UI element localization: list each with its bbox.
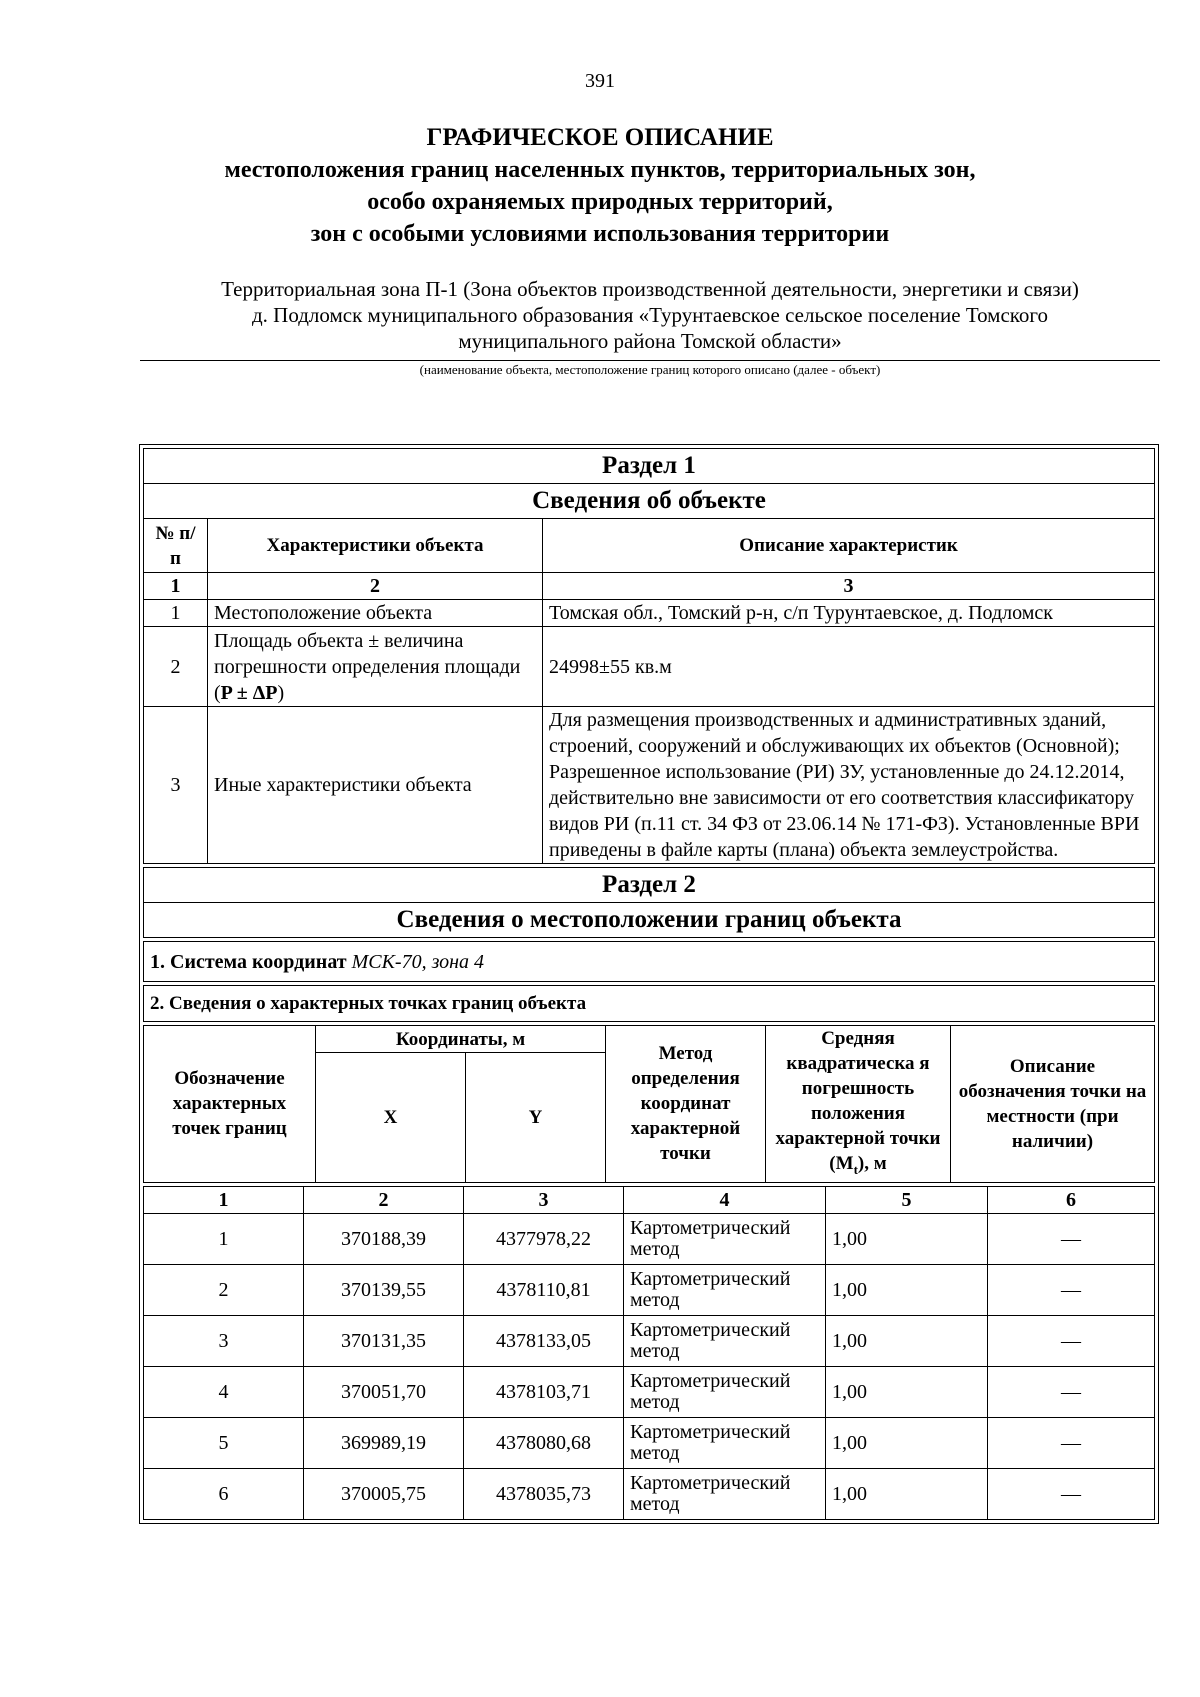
table-row — [144, 1366, 1155, 1417]
page-number: 391 — [585, 70, 615, 92]
object-line-3: муниципального района Томской области» — [458, 329, 842, 353]
point-error: 1,00 — [826, 1468, 988, 1519]
row-value: Для размещения производственных и административных зданий, строений, сооружений и обслуживающих их объектов (Основной); Разрешенное использование (РИ) ЗУ, установленные до 24.12.2014, действительно вне зависимости от его соответствия классификатору видов РИ (п.11 ст. 34 ФЗ от 23.06.14 № 171-ФЗ). Установленные ВРИ приведены в файле карты (плана) объекта землеустройства. — [543, 707, 1155, 864]
point-error: 1,00 — [826, 1315, 988, 1366]
section-1-subtitle: Сведения об объекте — [144, 484, 1155, 519]
points-header-table — [143, 1025, 1155, 1183]
point-y: 4378035,73 — [464, 1468, 624, 1519]
point-error: 1,00 — [826, 1264, 988, 1315]
point-id: 5 — [144, 1417, 304, 1468]
point-x: 370188,39 — [304, 1213, 464, 1264]
point-desc: — — [988, 1366, 1155, 1417]
point-error: 1,00 — [826, 1213, 988, 1264]
header-method: Метод определения координат характерной точки — [606, 1026, 766, 1183]
table-row — [144, 1468, 1155, 1519]
col-number-1: 1 — [144, 1186, 304, 1213]
point-method: Картометрический метод — [624, 1468, 826, 1519]
title-line-1: местоположения границ населенных пунктов, территориальных зон, — [224, 157, 976, 183]
table-row — [144, 1417, 1155, 1468]
point-method: Картометрический метод — [624, 1417, 826, 1468]
points-label-table — [143, 985, 1155, 1022]
point-id: 3 — [144, 1315, 304, 1366]
point-x: 370051,70 — [304, 1366, 464, 1417]
point-method: Картометрический метод — [624, 1264, 826, 1315]
table-row — [144, 1315, 1155, 1366]
header-characteristic: Характеристики объекта — [208, 519, 543, 573]
coord-system-value: МСК-70, зона 4 — [351, 950, 485, 973]
point-y: 4378080,68 — [464, 1417, 624, 1468]
title-line-2: особо охраняемых природных территорий, — [367, 189, 833, 215]
row-name: Местоположение объекта — [208, 600, 543, 627]
col-number-1: 1 — [144, 573, 208, 600]
coord-system-label: 1. Система координат — [150, 950, 347, 973]
point-id: 1 — [144, 1213, 304, 1264]
table-row — [144, 600, 1155, 627]
header-error-sub: t — [853, 1161, 858, 1177]
col-number-2: 2 — [208, 573, 543, 600]
point-x: 369989,19 — [304, 1417, 464, 1468]
object-underline — [140, 360, 1160, 361]
header-description: Описание характеристик — [543, 519, 1155, 573]
header-designation: Обозначение характерных точек границ — [144, 1026, 316, 1183]
header-coords: Координаты, м — [316, 1026, 606, 1053]
col-number-5: 5 — [826, 1186, 988, 1213]
point-id: 4 — [144, 1366, 304, 1417]
row-num: 1 — [144, 600, 208, 627]
header-error — [766, 1026, 951, 1183]
title-line-3: зон с особыми условиями использования территории — [310, 221, 890, 247]
row-name: Иные характеристики объекта — [208, 707, 543, 864]
point-method: Картометрический метод — [624, 1213, 826, 1264]
col-number-6: 6 — [988, 1186, 1155, 1213]
header-num: № п/п — [144, 519, 208, 573]
points-label: 2. Сведения о характерных точках границ объекта — [144, 986, 1155, 1022]
row-value: 24998±55 кв.м — [543, 627, 1155, 707]
section-1-table — [143, 448, 1155, 864]
point-error: 1,00 — [826, 1417, 988, 1468]
point-x: 370139,55 — [304, 1264, 464, 1315]
point-desc: — — [988, 1213, 1155, 1264]
point-id: 2 — [144, 1264, 304, 1315]
row-name-formula: P ± ΔP — [220, 681, 278, 704]
point-x: 370005,75 — [304, 1468, 464, 1519]
title-main: ГРАФИЧЕСКОЕ ОПИСАНИЕ — [426, 124, 774, 151]
point-y: 4378103,71 — [464, 1366, 624, 1417]
section-1-title: Раздел 1 — [144, 449, 1155, 484]
row-name — [208, 627, 543, 707]
row-name-suffix: ) — [277, 681, 285, 704]
header-error-end: ), м — [857, 1153, 887, 1174]
point-x: 370131,35 — [304, 1315, 464, 1366]
object-name — [140, 276, 1160, 354]
header-y: Y — [466, 1053, 606, 1183]
object-line-2: д. Подломск муниципального образования «Турунтаевское сельское поселение Томского — [251, 303, 1049, 327]
point-method: Картометрический метод — [624, 1366, 826, 1417]
row-num: 3 — [144, 707, 208, 864]
point-desc: — — [988, 1264, 1155, 1315]
row-num: 2 — [144, 627, 208, 707]
col-number-3: 3 — [543, 573, 1155, 600]
point-method: Картометрический метод — [624, 1315, 826, 1366]
header-error-text: Средняя квадратическа я погрешность положения характерной точки (M — [775, 1028, 941, 1174]
row-value: Томская обл., Томский р-н, с/п Турунтаевское, д. Подломск — [543, 600, 1155, 627]
point-y: 4378133,05 — [464, 1315, 624, 1366]
points-table — [143, 1186, 1155, 1520]
point-error: 1,00 — [826, 1366, 988, 1417]
coord-system — [144, 942, 1155, 982]
table-row — [144, 707, 1155, 864]
header-point-description: Описание обозначения точки на местности (при наличии) — [951, 1026, 1155, 1183]
col-number-3: 3 — [464, 1186, 624, 1213]
object-line-1: Территориальная зона П-1 (Зона объектов производственной деятельности, энергетики и связи) — [221, 277, 1079, 301]
sections-frame — [139, 444, 1159, 1524]
point-desc: — — [988, 1417, 1155, 1468]
table-row — [144, 1264, 1155, 1315]
table-row — [144, 627, 1155, 707]
point-id: 6 — [144, 1468, 304, 1519]
section-2-subtitle: Сведения о местоположении границ объекта — [144, 903, 1155, 938]
point-y: 4377978,22 — [464, 1213, 624, 1264]
section-2-title: Раздел 2 — [144, 868, 1155, 903]
col-number-4: 4 — [624, 1186, 826, 1213]
coord-system-table — [143, 941, 1155, 982]
object-caption: (наименование объекта, местоположение границ которого описано (далее - объект) — [419, 362, 881, 377]
point-desc: — — [988, 1315, 1155, 1366]
title-block — [0, 122, 1200, 250]
table-row — [144, 1213, 1155, 1264]
point-desc: — — [988, 1468, 1155, 1519]
section-2-table — [143, 867, 1155, 938]
point-y: 4378110,81 — [464, 1264, 624, 1315]
col-number-2: 2 — [304, 1186, 464, 1213]
header-x: X — [316, 1053, 466, 1183]
row-name-text: Площадь объекта ± величина погрешности определения площади ( — [214, 629, 521, 704]
